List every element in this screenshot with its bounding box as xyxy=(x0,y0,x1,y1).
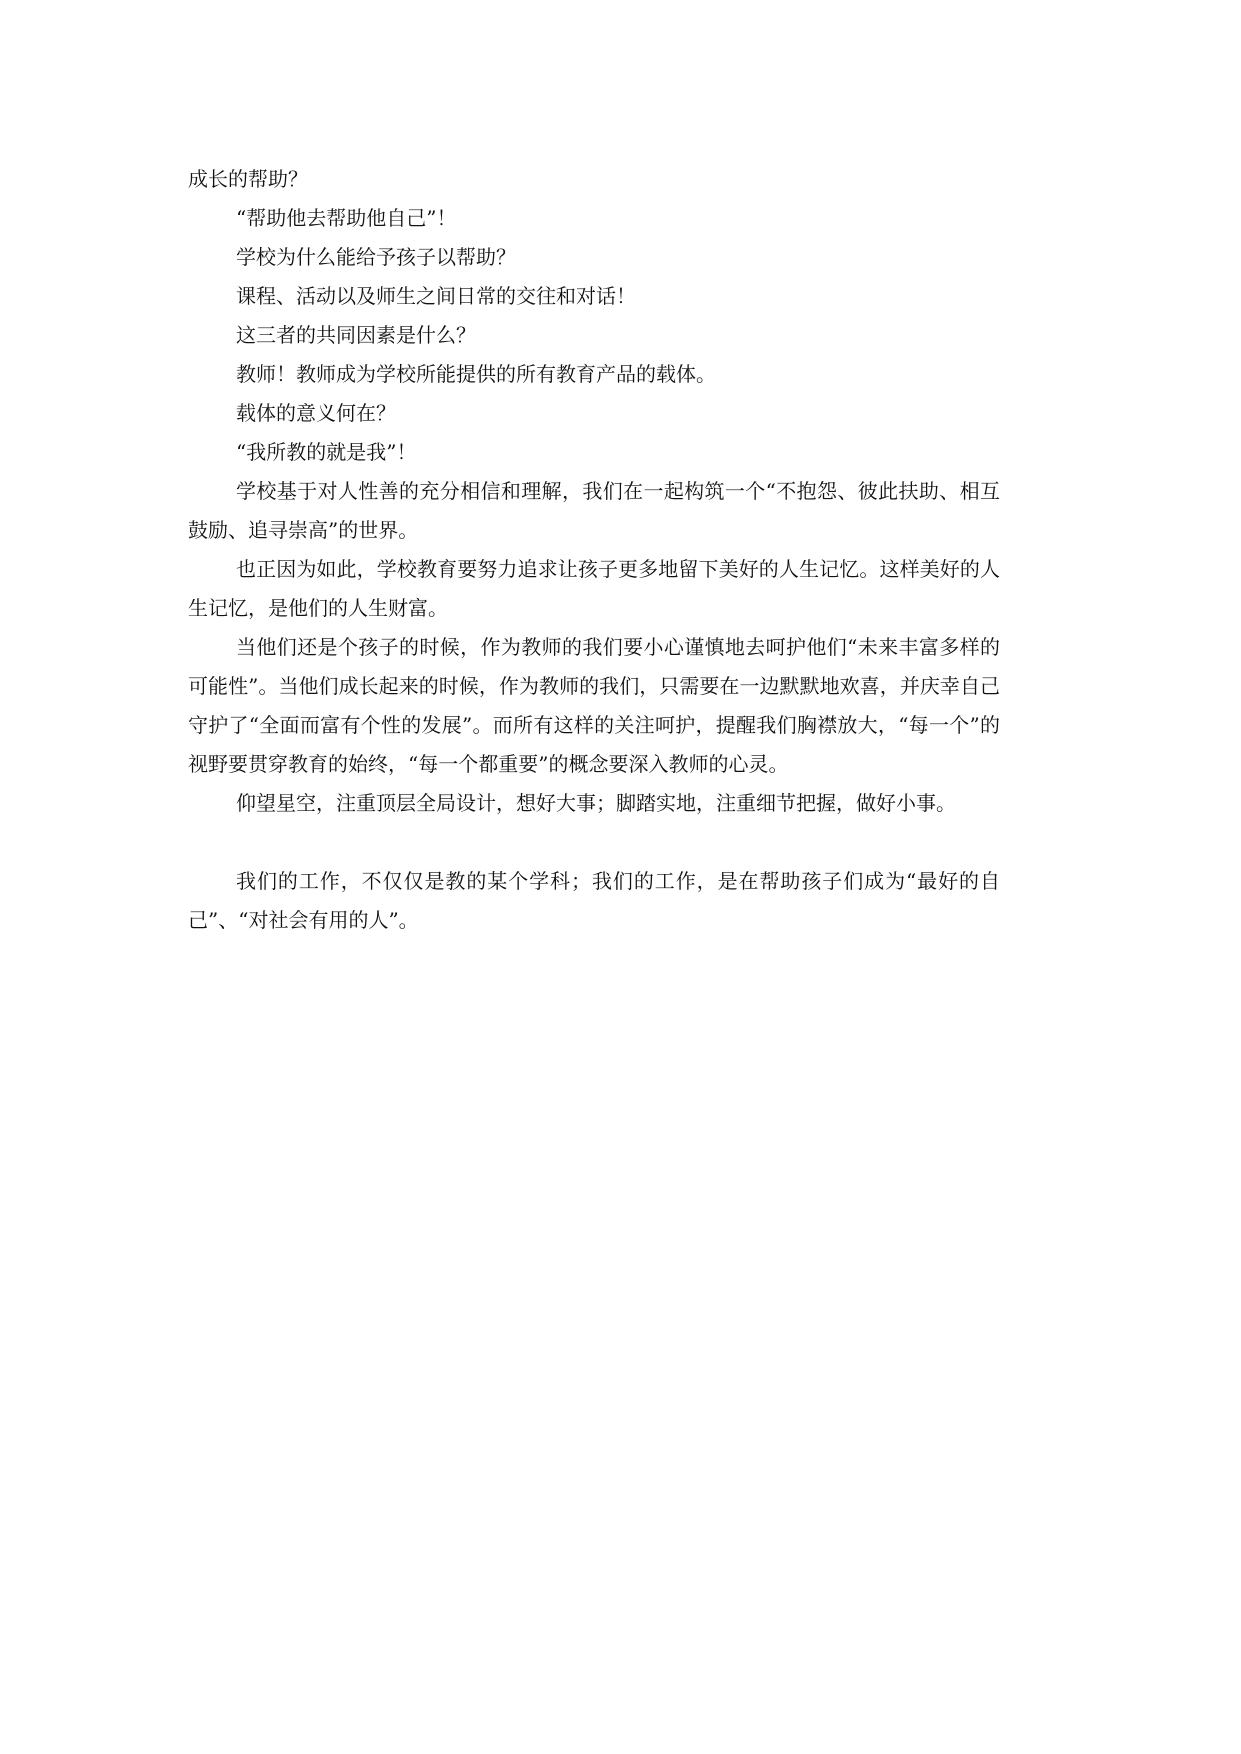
paragraph: 学校为什么能给予孩子以帮助？ xyxy=(236,245,516,269)
document-body xyxy=(188,160,1000,940)
paragraph: 学校基于对人性善的充分相信和理解，我们在一起构筑一个“不抱怨、彼此扶助、相互鼓励、追寻崇高”的世界。 xyxy=(188,479,1000,542)
paragraph: 我们的工作，不仅仅是教的某个学科；我们的工作，是在帮助孩子们成为“最好的自己”、“对社会有用的人”。 xyxy=(188,869,1000,932)
paragraph: 也正因为如此，学校教育要努力追求让孩子更多地留下美好的人生记忆。这样美好的人生记忆，是他们的人生财富。 xyxy=(188,557,1000,620)
paragraph-continuation: 成长的帮助？ xyxy=(188,167,308,191)
paragraph: “我所教的就是我”！ xyxy=(236,440,417,464)
paragraph: 仰望星空，注重顶层全局设计，想好大事；脚踏实地，注重细节把握，做好小事。 xyxy=(236,791,956,815)
paragraph: 载体的意义何在？ xyxy=(236,401,396,425)
paragraph: 当他们还是个孩子的时候，作为教师的我们要小心谨慎地去呵护他们“未来丰富多样的可能性”。当他们成长起来的时候，作为教师的我们，只需要在一边默默地欢喜，并庆幸自己守护了“全面而富有个性的发展”。而所有这样的关注呵护，提醒我们胸襟放大，“每一个”的视野要贯穿教育的始终，“每一个都重要”的概念要深入教师的心灵。 xyxy=(188,635,1000,776)
paragraph: 教师！教师成为学校所能提供的所有教育产品的载体。 xyxy=(236,362,716,386)
blank-line xyxy=(188,823,1000,862)
paragraph: 这三者的共同因素是什么？ xyxy=(236,323,476,347)
paragraph: “帮助他去帮助他自己”！ xyxy=(236,206,457,230)
paragraph: 课程、活动以及师生之间日常的交往和对话！ xyxy=(236,284,636,308)
